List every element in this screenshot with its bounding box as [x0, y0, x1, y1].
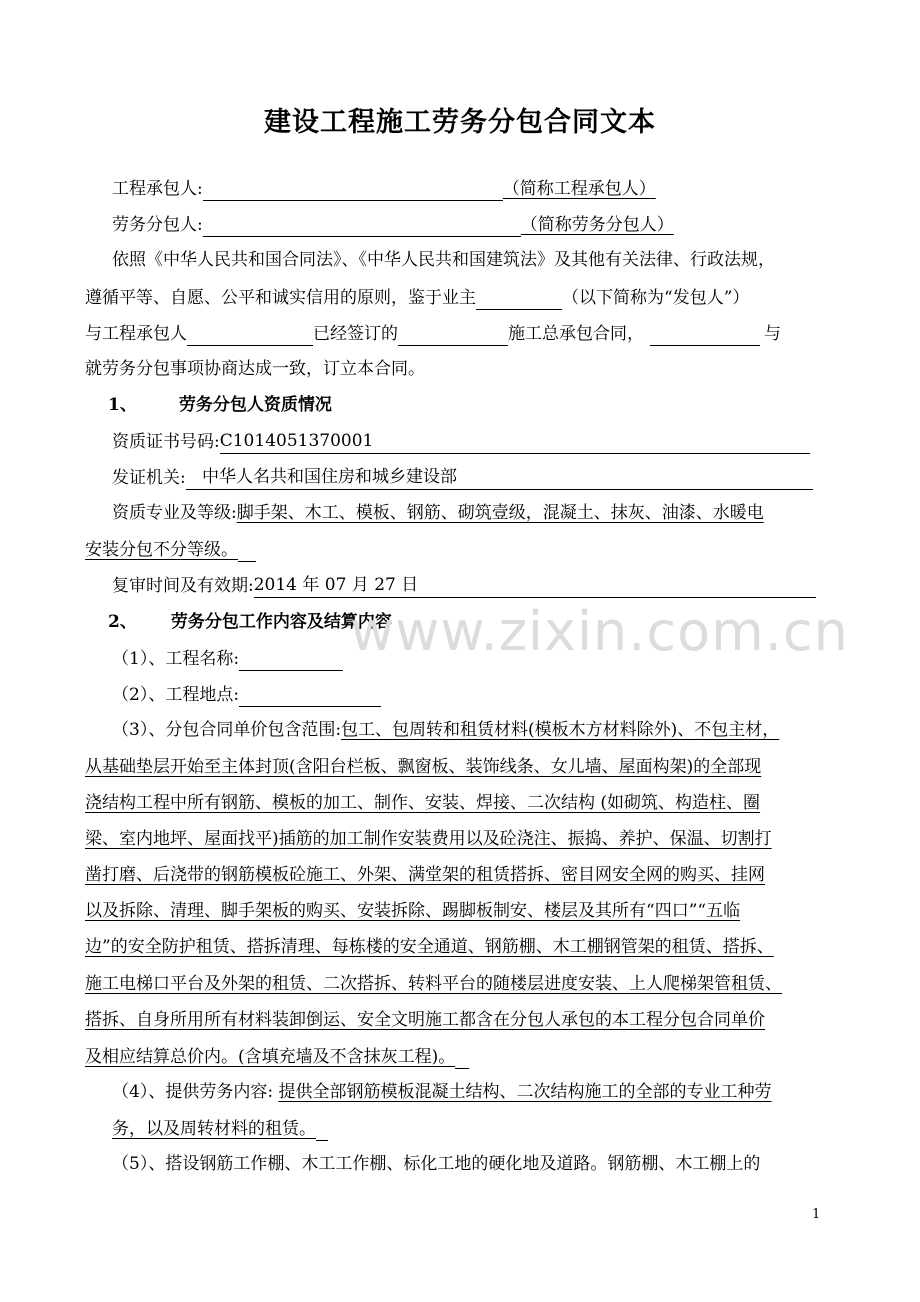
- item-4-text-2: 务，以及周转材料的租赁。: [112, 1119, 316, 1139]
- preamble-l3c: 施工总承包合同，: [508, 324, 644, 344]
- item-3-line-8: 施工电梯口平台及外架的租赁、二次搭拆、转料平台的随楼层进度安装、上人爬梯架管租赁、: [85, 974, 782, 994]
- item-3-line-2: 从基础垫层开始至主体封顶(含阳台栏板、飘窗板、装饰线条、女儿墙、屋面构架)的全部现: [85, 757, 762, 777]
- subcontractor-line: [112, 212, 862, 237]
- cert-value: C1014051370001: [220, 429, 810, 454]
- item-1-label: （1）、工程名称:: [112, 649, 240, 669]
- item-3-line-7: 边”的安全防护租赁、搭拆清理、每栋楼的安全通道、钢筋棚、木工棚钢管架的租赁、搭拆、: [85, 937, 774, 957]
- section-2-number: 2、: [108, 612, 137, 632]
- cert-line: [112, 429, 826, 454]
- item-2-line: [112, 682, 862, 707]
- subcontractor-blank: [203, 212, 521, 237]
- contractor-name-blank: [187, 321, 313, 346]
- page-number: 1: [812, 1207, 821, 1222]
- grade-label: 资质专业及等级:: [112, 503, 237, 523]
- issuer-line: [112, 465, 826, 490]
- review-label: 复审时间及有效期:: [112, 576, 254, 596]
- item-4-line-1: [112, 1080, 862, 1104]
- item-3-line-4: 梁、室内地坪、屋面找平)插筋的加工制作安装费用以及砼浇注、振捣、养护、保温、切割打: [85, 829, 772, 849]
- watermark: www.zixin.com.cn: [350, 600, 849, 663]
- project-site-blank: [239, 682, 381, 707]
- item-4-text-1: 提供全部钢筋模板混凝土结构、二次结构施工的全部的专业工种劳: [278, 1082, 772, 1102]
- item-3-line-1: [112, 718, 862, 742]
- section-1-title: 劳务分包人资质情况: [178, 395, 332, 415]
- item-3-line-5: 凿打磨、后浇带的钢筋模板砼施工、外架、满堂架的租赁搭拆、密目网安全网的购买、挂网: [85, 865, 765, 885]
- grade-line-2: [85, 537, 835, 562]
- item-3-line-10: [85, 1044, 835, 1069]
- preamble-line-1: 依照《中华人民共和国合同法》、《中华人民共和国建筑法》及其他有关法律、行政法规，: [112, 250, 775, 270]
- grade-value-1: 脚手架、木工、模板、钢筋、砌筑壹级，混凝土、抹灰、油漆、水暖电: [236, 503, 764, 523]
- document-title: 建设工程施工劳务分包合同文本: [264, 107, 656, 138]
- review-value: 2014 年 07 月 27 日: [254, 573, 816, 598]
- contractor-note: （简称工程承包人）: [502, 179, 656, 199]
- grade-line-1: [112, 501, 862, 525]
- item-3-label: （3）、分包合同单价包含范围:: [112, 720, 342, 740]
- preamble-line-4: 就劳务分包事项协商达成一致，订立本合同。: [85, 359, 425, 379]
- preamble-line-2: [85, 285, 835, 310]
- preamble-l3a: 与工程承包人: [85, 324, 187, 344]
- contractor-label: 工程承包人:: [112, 179, 203, 199]
- item-3-line-6: 以及拆除、清理、脚手架板的购买、安装拆除、踢脚板制安、楼层及其所有“四口”“五临: [85, 901, 741, 921]
- contract-blank: [398, 321, 508, 346]
- contractor-line: [112, 176, 862, 201]
- party-blank: [650, 321, 760, 346]
- grade-value-2: 安装分包不分等级。: [85, 540, 238, 560]
- item-3-text-10: 及相应结算总价内。(含填充墙及不含抹灰工程)。: [85, 1047, 456, 1067]
- item-3-line-9: 搭拆、自身所用所有材料装卸倒运、安全文明施工都含在分包人承包的本工程分包合同单价: [85, 1010, 765, 1030]
- cert-label: 资质证书号码:: [112, 432, 220, 452]
- contractor-blank: [203, 176, 503, 201]
- item-5-line-1: （5）、搭设钢筋工作棚、木工工作棚、标化工地的硬化地及道路。钢筋棚、木工棚上的: [112, 1154, 761, 1174]
- item-2-label: （2）、工程地点:: [112, 685, 240, 705]
- project-name-blank: [239, 646, 343, 671]
- owner-blank: [476, 285, 562, 310]
- preamble-l3b: 已经签订的: [313, 324, 398, 344]
- section-2-title: 劳务分包工作内容及结算内容: [170, 612, 392, 632]
- preamble-l3d: 与: [764, 324, 781, 344]
- preamble-line-3: [85, 321, 835, 346]
- item-3-line-3: 浇结构工程中所有钢筋、模板的加工、制作、安装、焊接、二次结构 (如砌筑、构造柱、圈: [85, 793, 761, 813]
- subcontractor-label: 劳务分包人:: [112, 215, 203, 235]
- item-4-label: （4）、提供劳务内容:: [112, 1082, 279, 1102]
- subcontractor-note: （简称劳务分包人）: [520, 215, 674, 235]
- review-line: [112, 573, 826, 598]
- section-1-heading: [108, 393, 858, 417]
- section-1-number: 1、: [108, 395, 137, 415]
- item-4-line-2: [112, 1116, 862, 1141]
- issuer-label: 发证机关:: [112, 468, 186, 488]
- issuer-value: 中华人名共和国住房和城乡建设部: [186, 465, 813, 490]
- preamble-l2b: （以下简称为“发包人”）: [562, 288, 750, 308]
- preamble-l2a: 遵循平等、自愿、公平和诚实信用的原则，鉴于业主: [85, 288, 476, 308]
- item-3-text-1: 包工、包周转和租赁材料(模板木方材料除外)、不包主材，: [341, 720, 780, 740]
